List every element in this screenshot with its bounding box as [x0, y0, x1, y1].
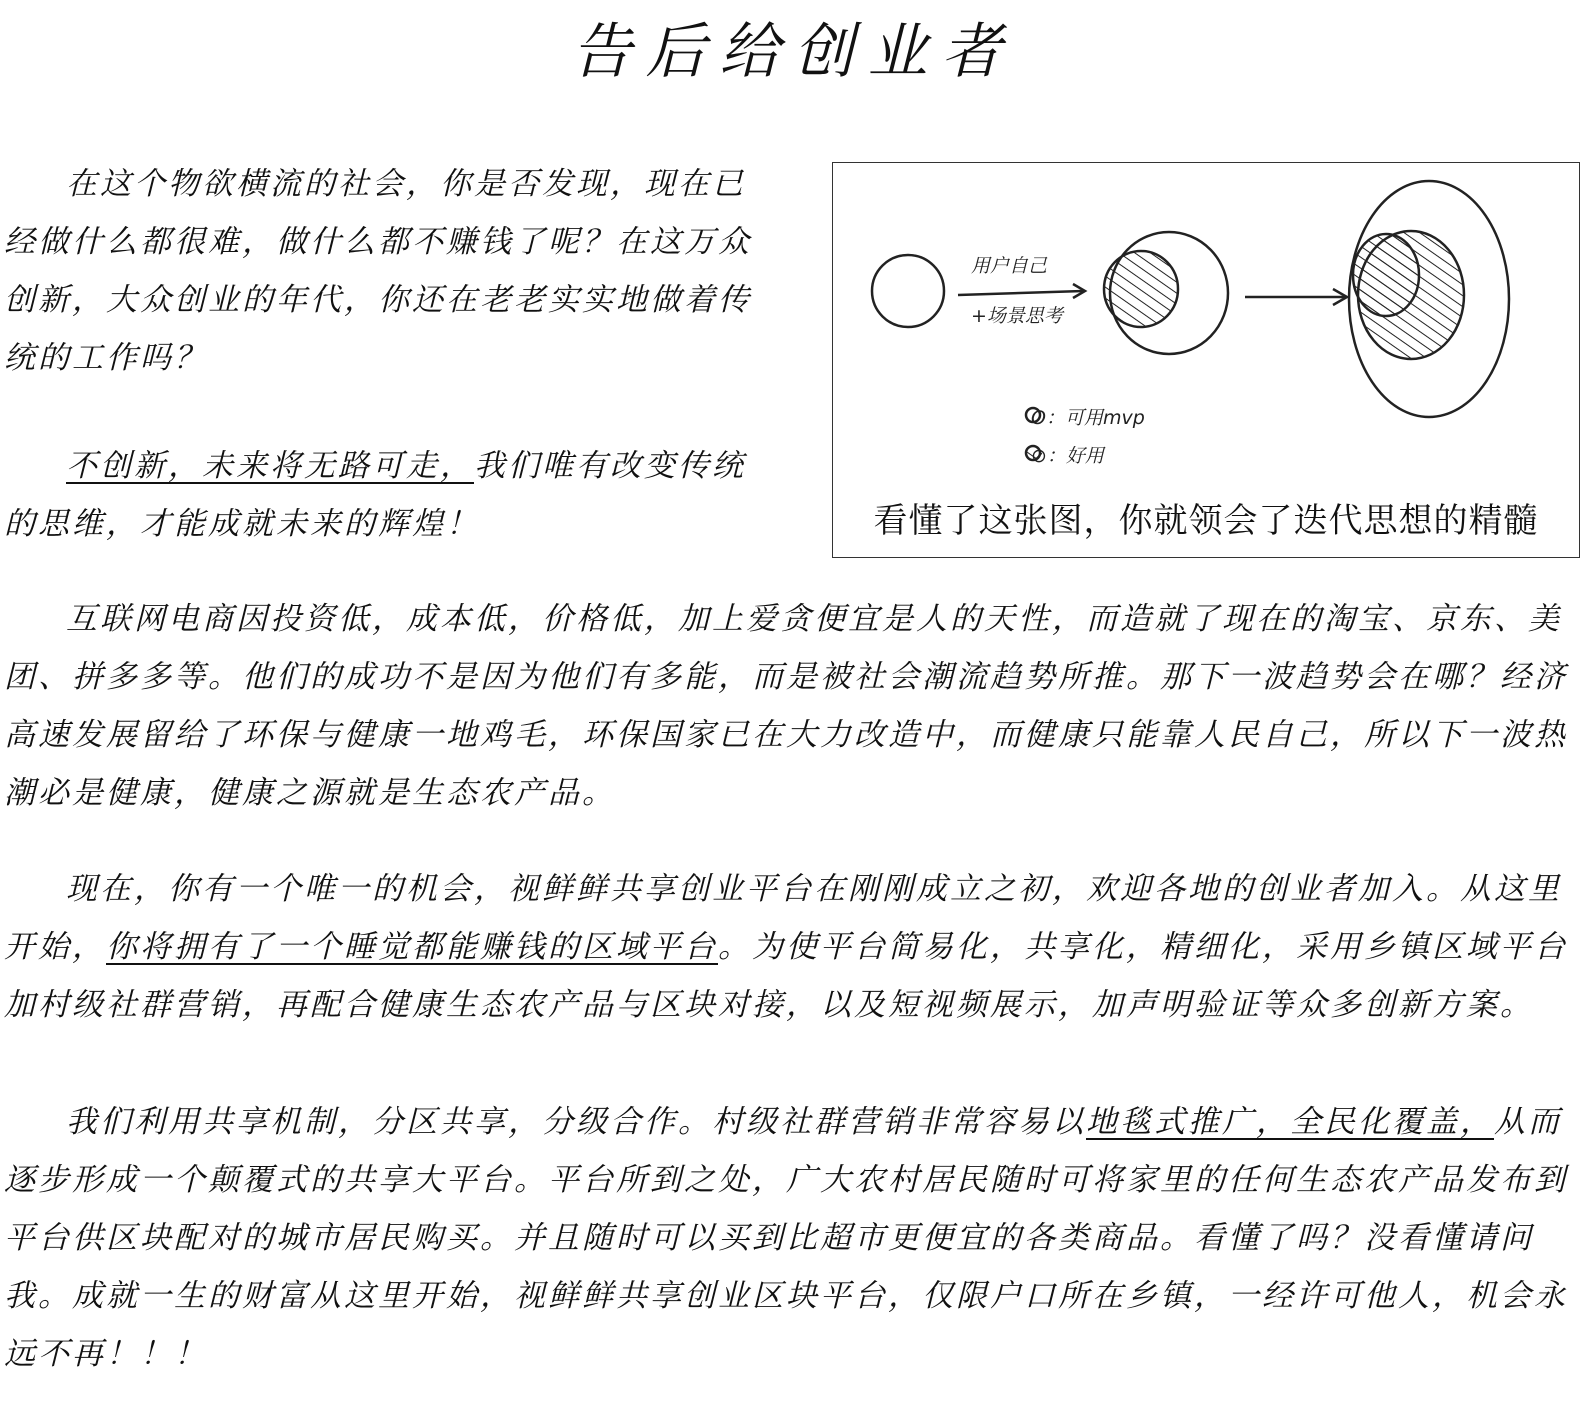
iteration-diagram	[832, 162, 1580, 558]
paragraph-text: 从而逐步形成一个颠覆式的共享大平台。平台所到之处，广大农村居民随时可将家里的任何生态农产品发布到平台供区块配对的城市居民购买。并且随时可以买到比超市更便宜的各类商品。看懂了吗？没看懂请问我。成就一生的财富从这里开始，视鲜鲜共享创业区块平台，仅限户口所在乡镇，一经许可他人，机会永远不再！！！	[4, 1104, 1568, 1372]
paragraph-text: 我们利用共享机制，分区共享，分级合作。村级社群营销非常容易以	[66, 1104, 1086, 1140]
small-circle	[872, 255, 944, 327]
paragraph-opportunity	[4, 860, 1579, 1034]
paragraph-text: 。为使平台简易化，共享化，精细化，采用乡镇区域平台加村级社群营销，再配合健康生态农产品与区块对接，以及短视频展示，加声明验证等众多创新方案。	[4, 929, 1568, 1023]
paragraph-trend: 互联网电商因投资低，成本低，价格低，加上爱贪便宜是人的天性，而造就了现在的淘宝、京东、美团、拼多多等。他们的成功不是因为他们有多能，而是被社会潮流趋势所推。那下一波趋势会在哪？经济高速发展留给了环保与健康一地鸡毛，环保国家已在大力改造中，而健康只能靠人民自己，所以下一波热潮必是健康，健康之源就是生态农产品。	[4, 601, 1568, 811]
underlined-phrase: 不创新，未来将无路可走，	[66, 448, 474, 484]
arrow-1-shaft	[958, 291, 1083, 295]
paragraph-text: 我们唯有改变传统的思维，才能成就未来的辉煌！	[4, 448, 746, 542]
paragraph-text: 现在，你有一个唯一的机会，视鲜鲜共享创业平台在刚刚成立之初，欢迎各地的创业者加入。从这里开始，	[4, 871, 1562, 965]
arrow-label-scenario: +场景思考	[971, 305, 1063, 327]
paragraph-innovation	[4, 437, 779, 553]
page-title: 告后给创业者	[571, 17, 1016, 87]
legend-usable: O：可用mvp	[1031, 407, 1145, 429]
middle-inner-circle	[1104, 251, 1178, 327]
underlined-phrase: 地毯式推广，全民化覆盖，	[1086, 1104, 1494, 1140]
legend-good: ⊘：好用	[1031, 445, 1104, 467]
paragraph-intro: 在这个物欲横流的社会，你是否发现，现在已经做什么都很难，做什么都不赚钱了呢？在这万众创新，大众创业的年代，你还在老老实实地做着传统的工作吗？	[4, 166, 752, 376]
underlined-phrase: 你将拥有了一个睡觉都能赚钱的区域平台	[106, 929, 718, 965]
arrow-label-user: 用户自己	[971, 255, 1048, 277]
figure-caption: 看懂了这张图，你就领会了迭代思想的精髓	[873, 501, 1539, 541]
paragraph-mechanism	[4, 1093, 1579, 1383]
large-inner-circle	[1353, 234, 1419, 316]
